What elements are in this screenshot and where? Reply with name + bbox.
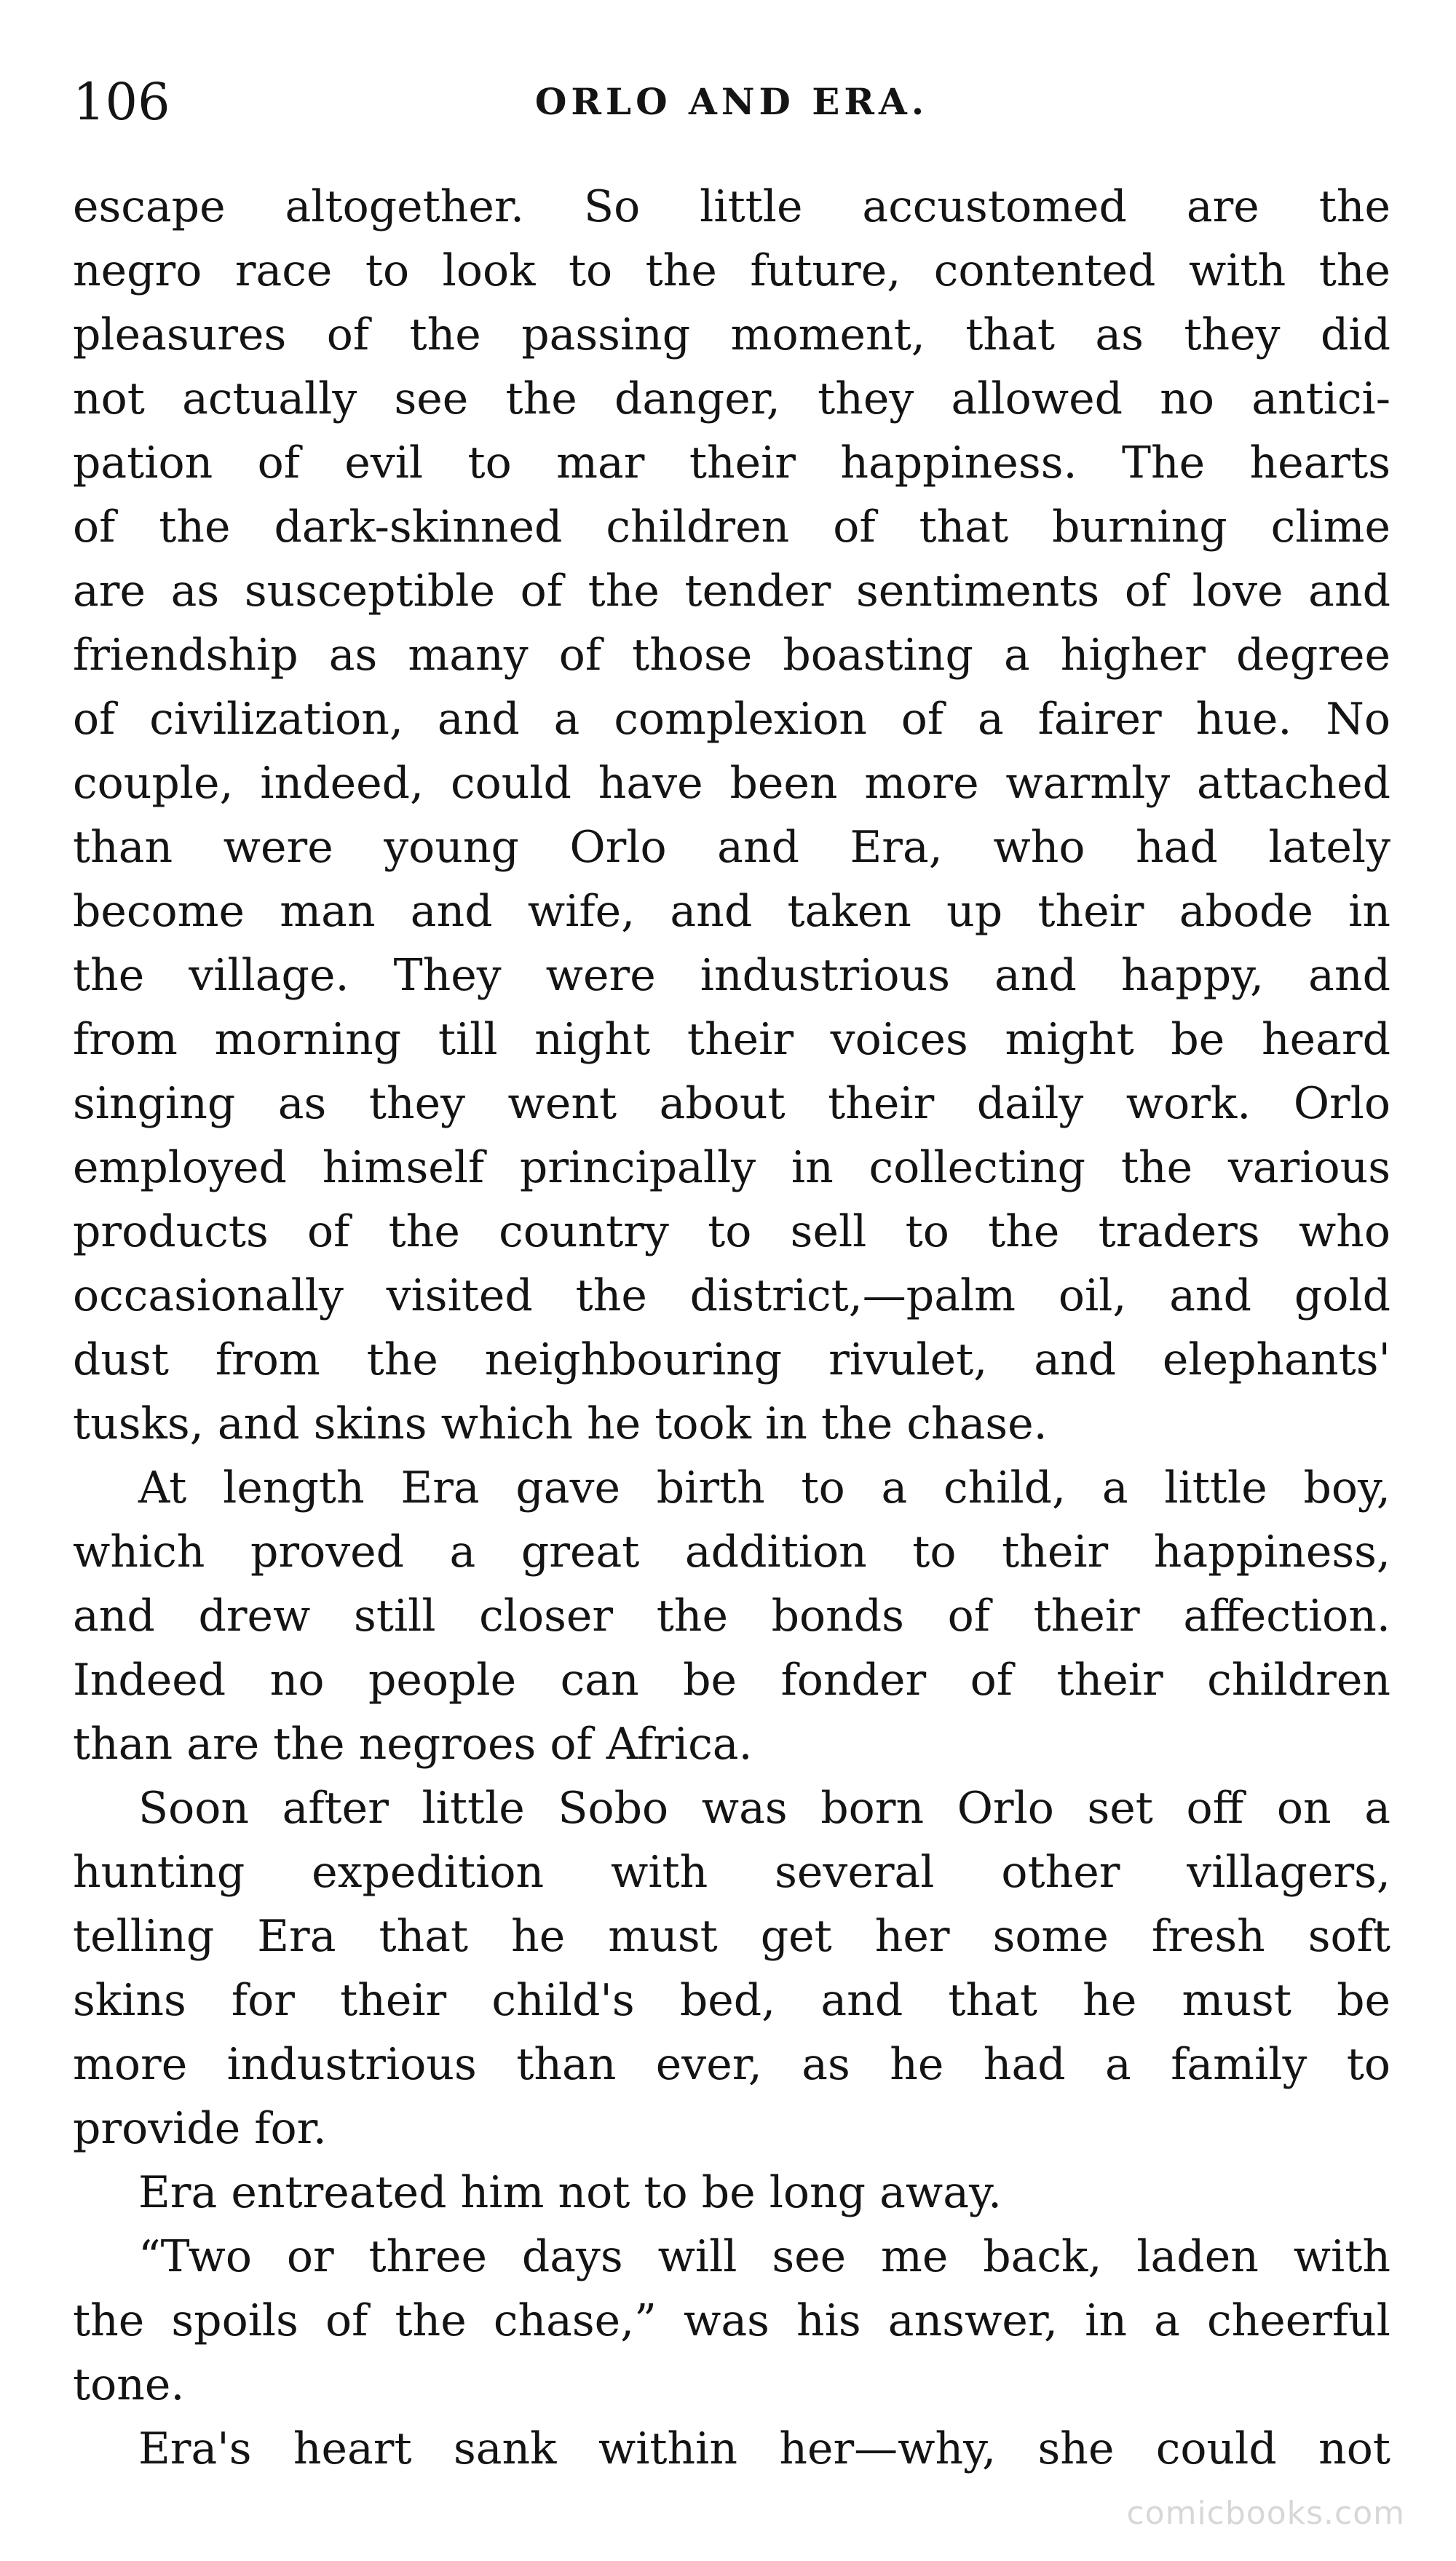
text-line: friendship as many of those boasting a higher degree [73,630,1390,681]
text-line: pation of evil to mar their happiness. The hearts [73,438,1390,488]
text-line: and drew still closer the bonds of their affection. [73,1591,1390,1642]
text-line: Indeed no people can be fonder of their children [73,1655,1390,1706]
text-line: couple, indeed, could have been more warmly attached [73,758,1390,809]
text-line: dust from the neighbouring rivulet, and elephants' [73,1334,1390,1385]
text-line: pleasures of the passing moment, that as they did [73,309,1390,360]
text-line: negro race to look to the future, contented with the [73,245,1390,296]
text-line: than are the negroes of Africa. [73,1719,753,1770]
text-line: the spoils of the chase,” was his answer, in a cheerful [73,2295,1390,2346]
text-line: Soon after little Sobo was born Orlo set off on a [138,1783,1390,1834]
text-line: of civilization, and a complexion of a fairer hue. No [73,694,1390,745]
text-line: not actually see the danger, they allowed no antici- [73,373,1390,424]
page-number: 106 [73,72,170,132]
text-line: tusks, and skins which he took in the chase. [73,1398,1048,1449]
text-line: are as susceptible of the tender sentiments of love and [73,566,1390,617]
text-line: Era entreated him not to be long away. [138,2167,1002,2218]
running-title: ORLO AND ERA. [534,80,929,123]
text-line: of the dark-skinned children of that burning clime [73,502,1390,553]
text-line: Era's heart sank within her—why, she could not [138,2423,1390,2474]
text-line: the village. They were industrious and happy, and [73,950,1390,1001]
text-line: tone. [73,2359,185,2410]
text-line: escape altogether. So little accustomed are the [73,181,1390,232]
text-line: more industrious than ever, as he had a family to [73,2039,1390,2090]
body-text [73,175,1390,2481]
text-line: singing as they went about their daily work. Orlo [73,1078,1390,1129]
text-line: from morning till night their voices might be heard [73,1014,1390,1065]
text-line: become man and wife, and taken up their abode in [73,886,1390,937]
text-line: “Two or three days will see me back, laden with [138,2231,1390,2282]
text-line: telling Era that he must get her some fresh soft [73,1911,1390,1962]
text-line: employed himself principally in collecting the various [73,1142,1390,1193]
page-header [73,66,1390,138]
text-line: which proved a great addition to their happiness, [73,1527,1390,1578]
text-line: products of the country to sell to the traders who [73,1206,1390,1257]
text-line: hunting expedition with several other villagers, [73,1847,1390,1898]
text-line: skins for their child's bed, and that he must be [73,1975,1390,2026]
watermark: comicbooks.com [1126,2495,1405,2532]
text-line: occasionally visited the district,—palm oil, and gold [73,1270,1390,1321]
text-line: than were young Orlo and Era, who had lately [73,822,1390,873]
text-line: provide for. [73,2103,327,2154]
text-line: At length Era gave birth to a child, a little boy, [138,1462,1390,1513]
